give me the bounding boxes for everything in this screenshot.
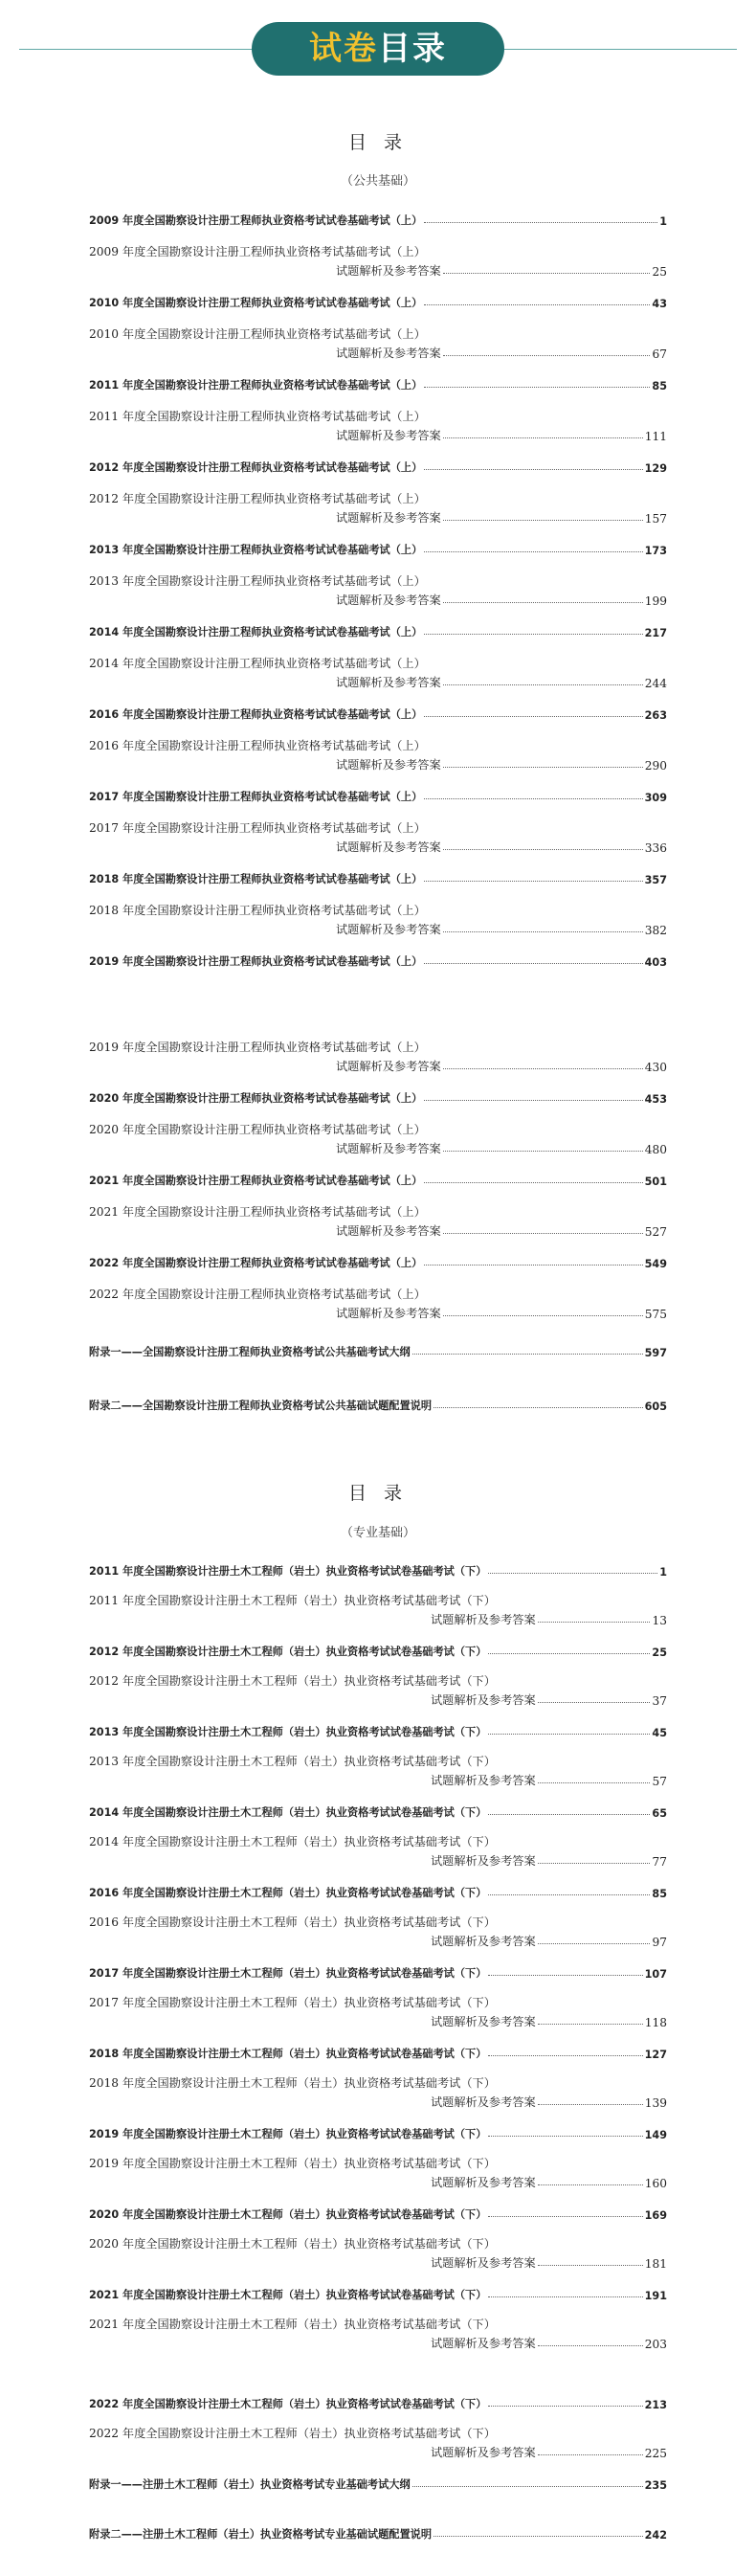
toc-entry-title: 2018 年度全国勘察设计注册土木工程师（岩土）执业资格考试基础考试（下） — [89, 2076, 496, 2090]
toc-page-number: 129 — [644, 462, 667, 475]
toc-entry[interactable] — [89, 817, 667, 855]
dot-leader — [538, 2454, 643, 2455]
toc-entry-title: 试题解析及参考答案 — [431, 1613, 536, 1626]
dot-leader — [424, 881, 642, 882]
toc-entry-title: 2009 年度全国勘察设计注册工程师执业资格考试基础考试（上） — [89, 245, 426, 258]
toc-entry[interactable] — [89, 1036, 667, 1074]
toc-entry[interactable] — [89, 620, 667, 639]
toc-page-number: 309 — [644, 792, 667, 804]
toc-page-number: 597 — [644, 1347, 667, 1359]
toc-entry-title: 2021 年度全国勘察设计注册土木工程师（岩土）执业资格考试试卷基础考试（下） — [89, 2289, 487, 2301]
toc-page-number: 453 — [644, 1093, 667, 1106]
toc-page-number: 97 — [652, 1936, 667, 1949]
dot-leader — [424, 1265, 642, 1266]
toc-entry-title: 试题解析及参考答案 — [336, 1224, 441, 1238]
toc-entry[interactable] — [89, 570, 667, 608]
toc-entry[interactable] — [89, 2422, 667, 2460]
dot-leader — [424, 634, 642, 635]
toc-entry-title: 2020 年度全国勘察设计注册工程师执业资格考试试卷基础考试（上） — [89, 1092, 423, 1105]
toc-entry-title: 2022 年度全国勘察设计注册工程师执业资格考试基础考试（上） — [89, 1288, 426, 1301]
toc-page-number: 605 — [644, 1400, 667, 1413]
dot-leader — [424, 1100, 642, 1101]
dot-leader — [538, 1702, 651, 1703]
toc-entry[interactable] — [89, 1340, 667, 1359]
toc-entry-title: 试题解析及参考答案 — [336, 1307, 441, 1320]
toc-page-number: 199 — [644, 594, 667, 608]
toc-entry-title: 试题解析及参考答案 — [336, 676, 441, 689]
toc-entry[interactable] — [89, 950, 667, 969]
dot-leader — [424, 469, 642, 470]
toc-page-number: 149 — [644, 2129, 667, 2141]
toc-page-number: 290 — [644, 759, 667, 773]
toc-entry[interactable] — [89, 2232, 667, 2271]
toc-entry[interactable] — [89, 1559, 667, 1579]
dot-leader — [424, 222, 657, 223]
toc-entry-title: 2022 年度全国勘察设计注册工程师执业资格考试试卷基础考试（上） — [89, 1257, 423, 1269]
dot-leader — [424, 1182, 642, 1183]
toc-entry-title: 2019 年度全国勘察设计注册工程师执业资格考试基础考试（上） — [89, 1041, 426, 1054]
dot-leader — [424, 798, 642, 799]
dot-leader — [443, 1151, 643, 1152]
toc-entry[interactable] — [89, 652, 667, 690]
toc-page-number: 118 — [644, 2016, 667, 2029]
toc-page-number: 480 — [644, 1143, 667, 1156]
toc-entry[interactable] — [89, 2522, 667, 2542]
toc-entry[interactable] — [89, 1200, 667, 1239]
dot-leader — [443, 684, 643, 685]
toc-page-number: 173 — [644, 545, 667, 557]
toc-page-number: 336 — [644, 841, 667, 855]
toc-entry-title: 2020 年度全国勘察设计注册土木工程师（岩土）执业资格考试基础考试（下） — [89, 2237, 496, 2251]
toc-title: 目 录 — [347, 132, 409, 153]
toc-page-number: 549 — [644, 1258, 667, 1270]
dot-leader — [488, 1975, 642, 1976]
dot-leader — [443, 849, 643, 850]
toc-page-number: 191 — [644, 2290, 667, 2302]
toc-entry-title: 2016 年度全国勘察设计注册工程师执业资格考试基础考试（上） — [89, 739, 426, 752]
toc-entry-title: 2010 年度全国勘察设计注册工程师执业资格考试试卷基础考试（上） — [89, 297, 423, 309]
toc-entry-title: 2011 年度全国勘察设计注册工程师执业资格考试基础考试（上） — [89, 410, 426, 423]
toc-entry-title: 2014 年度全国勘察设计注册工程师执业资格考试试卷基础考试（上） — [89, 626, 423, 638]
dot-leader — [443, 520, 643, 521]
dot-leader — [488, 1814, 650, 1815]
toc-page-number: 181 — [644, 2257, 667, 2271]
toc-entry[interactable] — [89, 1589, 667, 1627]
toc-entry-title: 2010 年度全国勘察设计注册工程师执业资格考试基础考试（上） — [89, 327, 426, 341]
toc-entry[interactable] — [89, 2072, 667, 2110]
toc-entry-title: 2013 年度全国勘察设计注册土木工程师（岩土）执业资格考试基础考试（下） — [89, 1755, 496, 1768]
toc-entry-title: 2013 年度全国勘察设计注册工程师执业资格考试基础考试（上） — [89, 574, 426, 588]
toc-entry-title: 2020 年度全国勘察设计注册工程师执业资格考试基础考试（上） — [89, 1123, 426, 1136]
toc-page-number: 157 — [644, 512, 667, 526]
toc-entry-title: 试题解析及参考答案 — [336, 511, 441, 525]
dot-leader — [488, 2136, 642, 2137]
toc-page-number: 85 — [652, 380, 667, 392]
toc-page-number: 235 — [644, 2479, 667, 2492]
toc-entry-title: 2014 年度全国勘察设计注册土木工程师（岩土）执业资格考试基础考试（下） — [89, 1835, 496, 1848]
toc-entry-title: 2018 年度全国勘察设计注册工程师执业资格考试试卷基础考试（上） — [89, 873, 423, 885]
dot-leader — [488, 2055, 642, 2056]
dot-leader — [443, 1233, 643, 1234]
toc-page-number: 527 — [644, 1225, 667, 1239]
toc-page-number: 403 — [644, 956, 667, 969]
dot-leader — [538, 2265, 643, 2266]
toc-page-number: 37 — [652, 1694, 667, 1708]
toc-entry[interactable] — [89, 1830, 667, 1869]
toc-entry-title: 2022 年度全国勘察设计注册土木工程师（岩土）执业资格考试试卷基础考试（下） — [89, 2398, 487, 2410]
dot-leader — [424, 716, 642, 717]
banner-title-text: 目录 — [378, 30, 447, 68]
toc-page-number: 13 — [652, 1614, 667, 1627]
dot-leader — [434, 2536, 643, 2537]
dot-leader — [538, 1622, 651, 1623]
toc-entry[interactable] — [89, 1961, 667, 1981]
toc-entry[interactable] — [89, 2203, 667, 2222]
dot-leader — [443, 931, 643, 932]
toc-entry-title: 试题解析及参考答案 — [336, 594, 441, 607]
toc-entry-title: 试题解析及参考答案 — [336, 1060, 441, 1073]
toc-entry-title: 2011 年度全国勘察设计注册土木工程师（岩土）执业资格考试基础考试（下） — [89, 1594, 496, 1607]
dot-leader — [434, 1407, 643, 1408]
toc-title: 目 录 — [347, 1483, 409, 1504]
toc-page-number: 357 — [644, 874, 667, 886]
toc-entry[interactable] — [89, 1669, 667, 1708]
toc-entry-title: 试题解析及参考答案 — [431, 2095, 536, 2109]
toc-page-number: 67 — [652, 347, 667, 361]
toc-entry-title: 试题解析及参考答案 — [431, 2446, 536, 2459]
toc-entry[interactable] — [89, 323, 667, 361]
toc-entry[interactable] — [89, 2473, 667, 2492]
toc-entry-title: 附录二——全国勘察设计注册工程师执业资格考试公共基础试题配置说明 — [89, 1400, 433, 1412]
toc-entry-title: 2014 年度全国勘察设计注册工程师执业资格考试基础考试（上） — [89, 657, 426, 670]
dot-leader — [488, 2296, 642, 2297]
toc-page-number: 382 — [644, 924, 667, 937]
dot-leader — [488, 2216, 642, 2217]
toc-page-number: 501 — [644, 1176, 667, 1188]
toc-entry-title: 2014 年度全国勘察设计注册土木工程师（岩土）执业资格考试试卷基础考试（下） — [89, 1806, 487, 1819]
toc-entry[interactable] — [89, 1750, 667, 1788]
toc-entry-title: 2016 年度全国勘察设计注册土木工程师（岩土）执业资格考试基础考试（下） — [89, 1915, 496, 1929]
toc-page-number: 203 — [644, 2338, 667, 2351]
toc-entry[interactable] — [89, 1801, 667, 1820]
toc-page-number: 139 — [644, 2096, 667, 2110]
toc-entry[interactable] — [89, 1881, 667, 1900]
dot-leader — [424, 963, 642, 964]
toc-entry-title: 2019 年度全国勘察设计注册土木工程师（岩土）执业资格考试基础考试（下） — [89, 2157, 496, 2170]
dot-leader — [538, 1943, 651, 1944]
toc-entry-title: 2013 年度全国勘察设计注册土木工程师（岩土）执业资格考试试卷基础考试（下） — [89, 1726, 487, 1738]
toc-page-number: 213 — [644, 2399, 667, 2411]
toc-page-number: 169 — [644, 2209, 667, 2222]
toc-entry-title: 2021 年度全国勘察设计注册工程师执业资格考试试卷基础考试（上） — [89, 1175, 423, 1187]
toc-page-number: 57 — [652, 1775, 667, 1788]
toc-entry-title: 2018 年度全国勘察设计注册工程师执业资格考试基础考试（上） — [89, 904, 426, 917]
toc-page-number: 85 — [652, 1888, 667, 1900]
dot-leader — [488, 2406, 642, 2407]
dot-leader — [538, 2184, 643, 2185]
dot-leader — [443, 1315, 643, 1316]
toc-entry-title: 2021 年度全国勘察设计注册土木工程师（岩土）执业资格考试基础考试（下） — [89, 2318, 496, 2331]
dot-leader — [538, 2104, 643, 2105]
toc-page-number: 1 — [659, 215, 667, 228]
dot-leader — [412, 2486, 643, 2487]
dot-leader — [488, 1573, 657, 1574]
dot-leader — [443, 767, 643, 768]
dot-leader — [538, 1863, 651, 1864]
dot-leader — [443, 355, 651, 356]
toc-subtitle: （专业基础） — [340, 1526, 415, 1540]
toc-entry-title: 试题解析及参考答案 — [431, 2015, 536, 2028]
toc-page-number: 43 — [652, 298, 667, 310]
toc-entry-title: 附录一——注册土木工程师（岩土）执业资格考试专业基础考试大纲 — [89, 2478, 411, 2491]
dot-leader — [538, 1782, 651, 1783]
toc-page-number: 225 — [644, 2447, 667, 2460]
toc-entry[interactable] — [89, 1720, 667, 1739]
toc-entry[interactable] — [89, 734, 667, 773]
dot-leader — [443, 437, 643, 438]
toc-entry[interactable] — [89, 1991, 667, 2029]
toc-entry-title: 2019 年度全国勘察设计注册土木工程师（岩土）执业资格考试试卷基础考试（下） — [89, 2128, 487, 2140]
toc-entry[interactable] — [89, 867, 667, 886]
toc-entry-title: 2020 年度全国勘察设计注册土木工程师（岩土）执业资格考试试卷基础考试（下） — [89, 2208, 487, 2221]
toc-entry[interactable] — [89, 703, 667, 722]
toc-entry-title: 2018 年度全国勘察设计注册土木工程师（岩土）执业资格考试试卷基础考试（下） — [89, 2048, 487, 2060]
dot-leader — [488, 1653, 650, 1654]
toc-entry-title: 附录二——注册土木工程师（岩土）执业资格考试专业基础试题配置说明 — [89, 2528, 433, 2541]
toc-entry[interactable] — [89, 373, 667, 392]
dot-leader — [424, 387, 650, 388]
header-banner — [252, 22, 504, 76]
toc-entry-title: 试题解析及参考答案 — [336, 347, 441, 360]
dot-leader — [488, 1894, 650, 1895]
toc-entry-title: 试题解析及参考答案 — [431, 2337, 536, 2350]
toc-entry[interactable] — [89, 1086, 667, 1106]
dot-leader — [488, 1734, 650, 1735]
toc-entry[interactable] — [89, 291, 667, 310]
toc-entry-title: 试题解析及参考答案 — [336, 264, 441, 278]
toc-entry-title: 试题解析及参考答案 — [336, 1142, 441, 1155]
toc-entry[interactable] — [89, 2313, 667, 2351]
toc-entry-title: 试题解析及参考答案 — [431, 1693, 536, 1707]
toc-page-number: 242 — [644, 2529, 667, 2542]
toc-entry-title: 试题解析及参考答案 — [336, 923, 441, 936]
toc-entry-title: 2013 年度全国勘察设计注册工程师执业资格考试试卷基础考试（上） — [89, 544, 423, 556]
toc-entry-title: 试题解析及参考答案 — [336, 840, 441, 854]
toc-entry-title: 试题解析及参考答案 — [431, 2176, 536, 2189]
toc-page-number: 575 — [644, 1308, 667, 1321]
toc-entry-title: 试题解析及参考答案 — [431, 2256, 536, 2270]
toc-page-number: 1 — [659, 1566, 667, 1579]
toc-page-number: 111 — [644, 430, 667, 443]
toc-entry[interactable] — [89, 2152, 667, 2190]
toc-page-number: 25 — [652, 265, 667, 279]
dot-leader — [424, 304, 650, 305]
toc-page-number: 263 — [644, 709, 667, 722]
toc-entry-title: 试题解析及参考答案 — [431, 1935, 536, 1948]
toc-entry[interactable] — [89, 538, 667, 557]
toc-entry-title: 2009 年度全国勘察设计注册工程师执业资格考试试卷基础考试（上） — [89, 214, 423, 227]
toc-entry[interactable] — [89, 1394, 667, 1413]
toc-entry[interactable] — [89, 240, 667, 279]
dot-leader — [424, 551, 642, 552]
toc-entry-title: 2021 年度全国勘察设计注册工程师执业资格考试基础考试（上） — [89, 1205, 426, 1219]
toc-entry-title: 附录一——全国勘察设计注册工程师执业资格考试公共基础考试大纲 — [89, 1346, 411, 1358]
toc-entry-title: 2016 年度全国勘察设计注册土木工程师（岩土）执业资格考试试卷基础考试（下） — [89, 1887, 487, 1899]
toc-entry[interactable] — [89, 2283, 667, 2302]
toc-page-number: 127 — [644, 2049, 667, 2061]
toc-entry-title: 2011 年度全国勘察设计注册工程师执业资格考试试卷基础考试（上） — [89, 379, 423, 392]
dot-leader — [538, 2345, 643, 2346]
toc-entry[interactable] — [89, 405, 667, 443]
toc-entry[interactable] — [89, 2042, 667, 2061]
toc-entry[interactable] — [89, 2122, 667, 2141]
toc-page-number: 244 — [644, 677, 667, 690]
toc-page-number: 217 — [644, 627, 667, 639]
dot-leader — [443, 1068, 643, 1069]
toc-entry[interactable] — [89, 209, 667, 228]
toc-page-number: 160 — [644, 2177, 667, 2190]
toc-entry[interactable] — [89, 1169, 667, 1188]
toc-entry[interactable] — [89, 2392, 667, 2411]
toc-entry[interactable] — [89, 487, 667, 526]
toc-entry-title: 试题解析及参考答案 — [336, 758, 441, 772]
toc-entry-title: 2017 年度全国勘察设计注册工程师执业资格考试基础考试（上） — [89, 821, 426, 835]
dot-leader — [443, 273, 651, 274]
toc-page-number: 107 — [644, 1968, 667, 1981]
toc-entry-title: 2012 年度全国勘察设计注册工程师执业资格考试试卷基础考试（上） — [89, 461, 423, 474]
toc-entry-title: 试题解析及参考答案 — [336, 429, 441, 442]
banner-highlight-text: 试卷 — [309, 30, 378, 68]
toc-entry[interactable] — [89, 1640, 667, 1659]
toc-entry-title: 2012 年度全国勘察设计注册工程师执业资格考试基础考试（上） — [89, 492, 426, 505]
toc-entry[interactable] — [89, 1251, 667, 1270]
toc-entry-title: 2017 年度全国勘察设计注册土木工程师（岩土）执业资格考试基础考试（下） — [89, 1996, 496, 2009]
toc-entry[interactable] — [89, 1118, 667, 1156]
toc-entry[interactable] — [89, 1283, 667, 1321]
toc-entry-title: 2019 年度全国勘察设计注册工程师执业资格考试试卷基础考试（上） — [89, 955, 423, 968]
toc-page-number: 430 — [644, 1061, 667, 1074]
toc-entry-title: 2017 年度全国勘察设计注册土木工程师（岩土）执业资格考试试卷基础考试（下） — [89, 1967, 487, 1980]
dot-leader — [443, 602, 643, 603]
dot-leader — [412, 1354, 643, 1355]
toc-entry-title: 试题解析及参考答案 — [431, 1854, 536, 1868]
toc-page-number: 65 — [652, 1807, 667, 1820]
toc-page-number: 77 — [652, 1855, 667, 1869]
toc-entry[interactable] — [89, 456, 667, 475]
toc-page-number: 25 — [652, 1646, 667, 1659]
toc-entry-title: 2022 年度全国勘察设计注册土木工程师（岩土）执业资格考试基础考试（下） — [89, 2427, 496, 2440]
toc-entry-title: 2011 年度全国勘察设计注册土木工程师（岩土）执业资格考试试卷基础考试（下） — [89, 1565, 487, 1578]
toc-entry[interactable] — [89, 899, 667, 937]
toc-entry-title: 2012 年度全国勘察设计注册土木工程师（岩土）执业资格考试基础考试（下） — [89, 1674, 496, 1688]
toc-entry-title: 2017 年度全国勘察设计注册工程师执业资格考试试卷基础考试（上） — [89, 791, 423, 803]
toc-entry[interactable] — [89, 785, 667, 804]
toc-entry-title: 试题解析及参考答案 — [431, 1774, 536, 1787]
dot-leader — [538, 2024, 643, 2025]
toc-subtitle: （公共基础） — [340, 174, 415, 189]
toc-entry[interactable] — [89, 1911, 667, 1949]
toc-entry-title: 2016 年度全国勘察设计注册工程师执业资格考试试卷基础考试（上） — [89, 708, 423, 721]
toc-page-number: 45 — [652, 1727, 667, 1739]
toc-entry-title: 2012 年度全国勘察设计注册土木工程师（岩土）执业资格考试试卷基础考试（下） — [89, 1646, 487, 1658]
